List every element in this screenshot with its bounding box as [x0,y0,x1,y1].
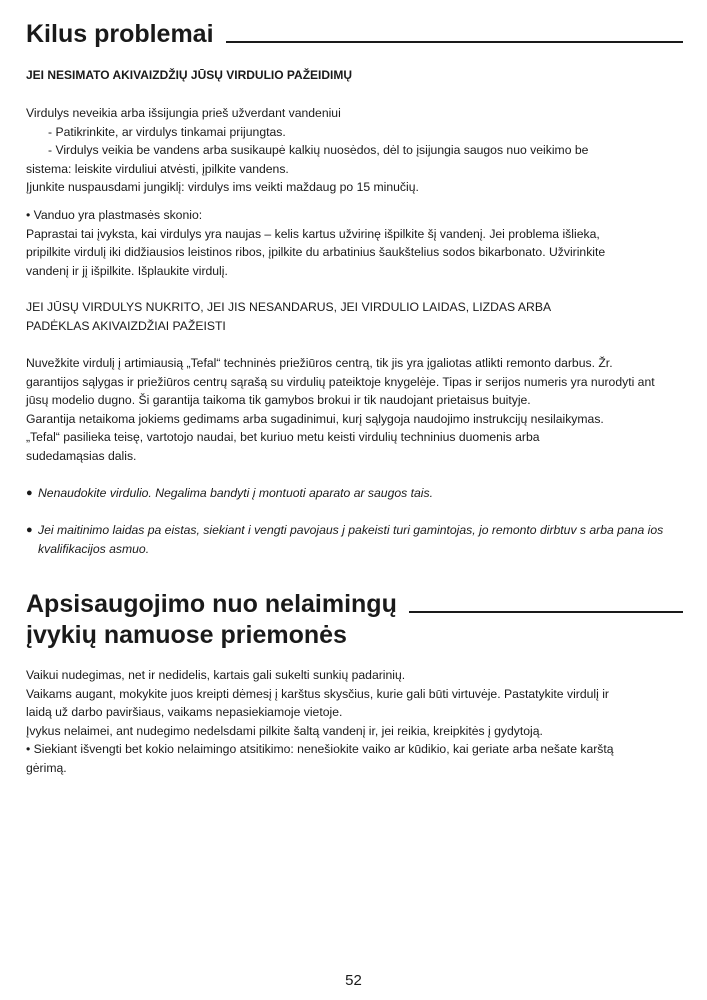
text-line: Įvykus nelaimei, ant nudegimo nedelsdami pilkite šaltą vandenį ir, jei reikia, kreipkitės į gydytoją. [26,723,543,738]
text-line: Vaikui nudegimas, net ir nedidelis, kartais gali sukelti sunkių padarinių. [26,668,406,682]
text-line: laidą už darbo paviršiaus, vaikams nepasiekiamoje vietoje. [26,705,343,719]
text-line: Jei maitinimo laidas pa eistas, siekiant i vengti pavojaus j pakeisti turi gamintojas, jo remonto dirbtuv s arba pana ios [38,523,664,537]
heading-rule [226,41,683,43]
text-line: garantijos sąlygas ir priežiūros centrų sąrašą su virdulių pateiktoje knygelėje. Tipas ir serijos numeris yra nurodyti ant [26,374,655,389]
text-line: vandenį ir jį išpilkite. Išplaukite virdulį. [26,263,228,278]
text-line: • Vanduo yra plastmasės skonio: [26,208,203,222]
section-title: Apsisaugojimo nuo nelaimingų [26,590,397,618]
bullet-icon: ● [26,524,33,536]
heading-rule [409,611,683,613]
text-line: - Patikrinkite, ar virdulys tinkamai prijungtas. [48,124,286,139]
text-line: sistema: leiskite virduliui atvėsti, įpilkite vandens. [26,161,289,176]
text-line: - Virdulys veikia be vandens arba susikaupė kalkių nuosėdos, dėl to įsijungia saugos nuo veikimo be [48,143,589,157]
subheading [26,298,678,335]
paragraph [26,666,678,777]
paragraph [26,104,678,197]
text-line: • Siekiant išvengti bet kokio nelaimingo atsitikimo: nenešiokite vaiko ar kūdikio, kai geriate arba nešate karštą [26,742,614,756]
subheading: JEI NESIMATO AKIVAIZDŽIŲ JŪSŲ VIRDULIO PAŽEIDIMŲ [26,68,353,82]
text-line: „Tefal“ pasilieka teisę, vartotojo naudai, bet kuriuo metu keisti virdulių techninius duomenis arba [26,430,540,444]
bullet-note [26,521,678,558]
text-line: Vaikams augant, mokykite juos kreipti dėmesį į karštus skysčius, kurie gali būti virtuvėje. Pastatykite virdulį ir [26,686,609,701]
bullet-icon: ● [26,487,33,499]
text-line: pripilkite virdulį iki didžiausios leistinos ribos, įpilkite du arbatinius šaukštelius sodos bikarbonato. Užvirinkite [26,245,606,259]
text-line: JEI JŪSŲ VIRDULYS NUKRITO, JEI JIS NESANDARUS, JEI VIRDULIO LAIDAS, LIZDAS ARBA [26,300,552,314]
bullet-note [26,484,678,503]
text-line: Paprastai tai įvyksta, kai virdulys yra naujas – kelis kartus užvirinę išpilkite šį vandenį. Jei problema išlieka, [26,226,600,241]
paragraph [26,354,678,465]
text-line: Garantija netaikoma jokiems gedimams arba sugadinimui, kurį sąlygoja naudojimo instrukcijų nesilaikymas. [26,411,604,426]
section-title: įvykių namuose priemonės [26,621,347,649]
text-line: jūsų modelio dugno. Ši garantija taikoma tik gamybos brokui ir tik naudojant prietaisus buityje. [26,393,531,407]
text-line: Įjunkite nuspausdami jungiklį: virdulys ims veikti maždaug po 15 minučių. [26,180,419,194]
text-line: PADĖKLAS AKIVAIZDŽIAI PAŽEISTI [26,318,226,333]
text-line: Virdulys neveikia arba išsijungia prieš užverdant vandeniui [26,106,341,120]
text-line: Nenaudokite virdulio. Negalima bandyti į montuoti aparato ar saugos tais. [38,486,433,500]
page-number: 52 [345,972,362,989]
text-line: Nuvežkite virdulį į artimiausią „Tefal“ techninės priežiūros centrą, tik jis yra įgaliotas atlikti remonto darbus. Žr. [26,356,613,370]
section-heading-row [26,20,683,49]
text-line: sudedamąsias dalis. [26,448,137,463]
section-heading-row [26,621,683,650]
text-line: gėrimą. [26,760,67,775]
section-heading-row [26,590,683,619]
section-title: Kilus problemai [26,20,214,48]
paragraph [26,206,678,280]
text-line: kvalifikacijos asmuo. [38,541,150,556]
